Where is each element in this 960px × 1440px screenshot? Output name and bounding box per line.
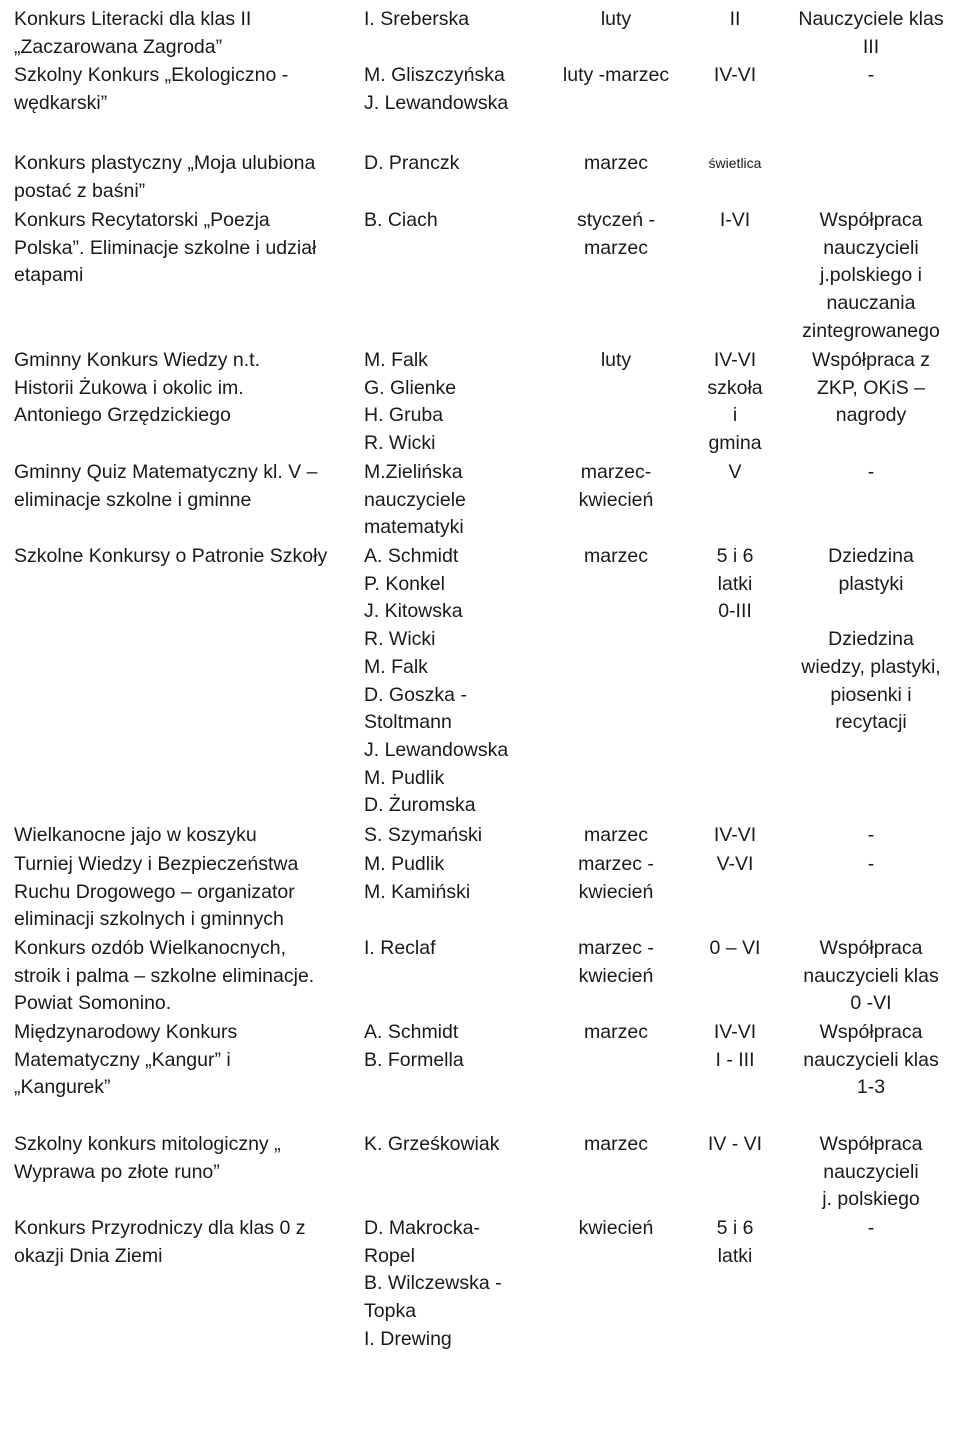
grade-level: II — [729, 8, 741, 30]
organizer: D. Makrocka- Ropel B. Wilczewska - Topka I. Drewing — [364, 1217, 502, 1350]
competition-name: Konkurs plastyczny „Moja ulubiona postać z baśni” — [14, 152, 316, 202]
notes: - — [867, 1217, 875, 1239]
grade-level: IV-VI — [713, 64, 757, 86]
grade-level: IV-VI I - III — [713, 1021, 757, 1071]
grade-level: IV - VI — [707, 1133, 763, 1155]
date: styczeń - marzec — [576, 209, 656, 259]
date: marzec — [584, 1133, 648, 1155]
notes: Współpraca z ZKP, OKiS – nagrody — [811, 349, 931, 427]
date: marzec - kwiecień — [578, 937, 654, 987]
notes: - — [867, 461, 875, 483]
organizer: M.Zielińska nauczyciele matematyki — [364, 461, 466, 539]
competition-name: Turniej Wiedzy i Bezpieczeństwa Ruchu Drogowego – organizator eliminacji szkolnych i gminnych — [14, 853, 299, 931]
organizer: M. Pudlik M. Kamiński — [364, 853, 471, 903]
competition-name: Gminny Konkurs Wiedzy n.t. Historii Żukowa i okolic im. Antoniego Grzędzickiego — [14, 349, 260, 427]
competition-name: Konkurs ozdób Wielkanocnych, stroik i palma – szkolne eliminacje. Powiat Somonino. — [14, 937, 315, 1015]
competition-name: Konkurs Literacki dla klas II „Zaczarowana Zagroda” — [14, 8, 252, 58]
notes: Dziedzina plastyki Dziedzina wiedzy, plastyki, piosenki i recytacji — [801, 545, 941, 734]
notes: Współpraca nauczycieli j.polskiego i nauczania zintegrowanego — [802, 209, 940, 342]
date: marzec — [584, 824, 648, 846]
competition-name: Wielkanocne jajo w koszyku — [14, 824, 257, 846]
grade-level: I-VI — [719, 209, 751, 231]
organizer: I. Reclaf — [364, 937, 436, 959]
date: marzec - kwiecień — [578, 853, 654, 903]
competition-name: Międzynarodowy Konkurs Matematyczny „Kangur” i „Kangurek” — [14, 1021, 238, 1099]
grade-level: 0 – VI — [709, 937, 761, 959]
organizer: M. Gliszczyńska J. Lewandowska — [364, 64, 509, 114]
grade-level: IV-VI szkoła i gmina — [707, 349, 763, 455]
grade-level: IV-VI — [713, 824, 757, 846]
competition-name: Konkurs Recytatorski „Poezja Polska”. Eliminacje szkolne i udział etapami — [14, 209, 317, 287]
notes: - — [867, 64, 875, 86]
notes: Współpraca nauczycieli klas 1-3 — [803, 1021, 939, 1099]
notes: - — [867, 824, 875, 846]
competition-name: Gminny Quiz Matematyczny kl. V – eliminacje szkolne i gminne — [14, 461, 318, 511]
organizer: B. Ciach — [364, 209, 438, 231]
organizer: M. Falk G. Glienke H. Gruba R. Wicki — [364, 349, 457, 455]
location-label: świetlica — [708, 155, 762, 171]
date: luty — [600, 349, 632, 371]
date: marzec — [584, 152, 648, 174]
notes: - — [867, 853, 875, 875]
competition-name: Szkolny Konkurs „Ekologiczno - wędkarski” — [14, 64, 289, 114]
organizer: D. Pranczk — [364, 152, 460, 174]
competition-name: Szkolne Konkursy o Patronie Szkoły — [14, 545, 328, 567]
organizer: I. Sreberska — [364, 8, 470, 30]
competition-name: Szkolny konkurs mitologiczny „ Wyprawa po złote runo” — [14, 1133, 281, 1183]
date: luty -marzec — [562, 64, 670, 86]
date: kwiecień — [578, 1217, 654, 1239]
grade-level: 5 i 6 latki 0-III — [716, 545, 754, 623]
organizer: A. Schmidt P. Konkel J. Kitowska R. Wicki M. Falk D. Goszka - Stoltmann J. Lewandowska M. Pudlik D. Żuromska — [364, 545, 509, 817]
date: marzec — [584, 545, 648, 567]
organizer: S. Szymański — [364, 824, 483, 846]
notes: Współpraca nauczycieli klas 0 -VI — [803, 937, 939, 1015]
grade-level: V — [728, 461, 742, 483]
grade-level: V-VI — [716, 853, 754, 875]
date: marzec- kwiecień — [578, 461, 654, 511]
notes: Nauczyciele klas III — [798, 8, 944, 58]
date: luty — [600, 8, 632, 30]
notes: Współpraca nauczycieli j. polskiego — [819, 1133, 923, 1211]
date: marzec — [584, 1021, 648, 1043]
organizer: K. Grześkowiak — [364, 1133, 500, 1155]
grade-level: 5 i 6 latki — [716, 1217, 754, 1267]
competition-name: Konkurs Przyrodniczy dla klas 0 z okazji Dnia Ziemi — [14, 1217, 306, 1267]
organizer: A. Schmidt B. Formella — [364, 1021, 464, 1071]
